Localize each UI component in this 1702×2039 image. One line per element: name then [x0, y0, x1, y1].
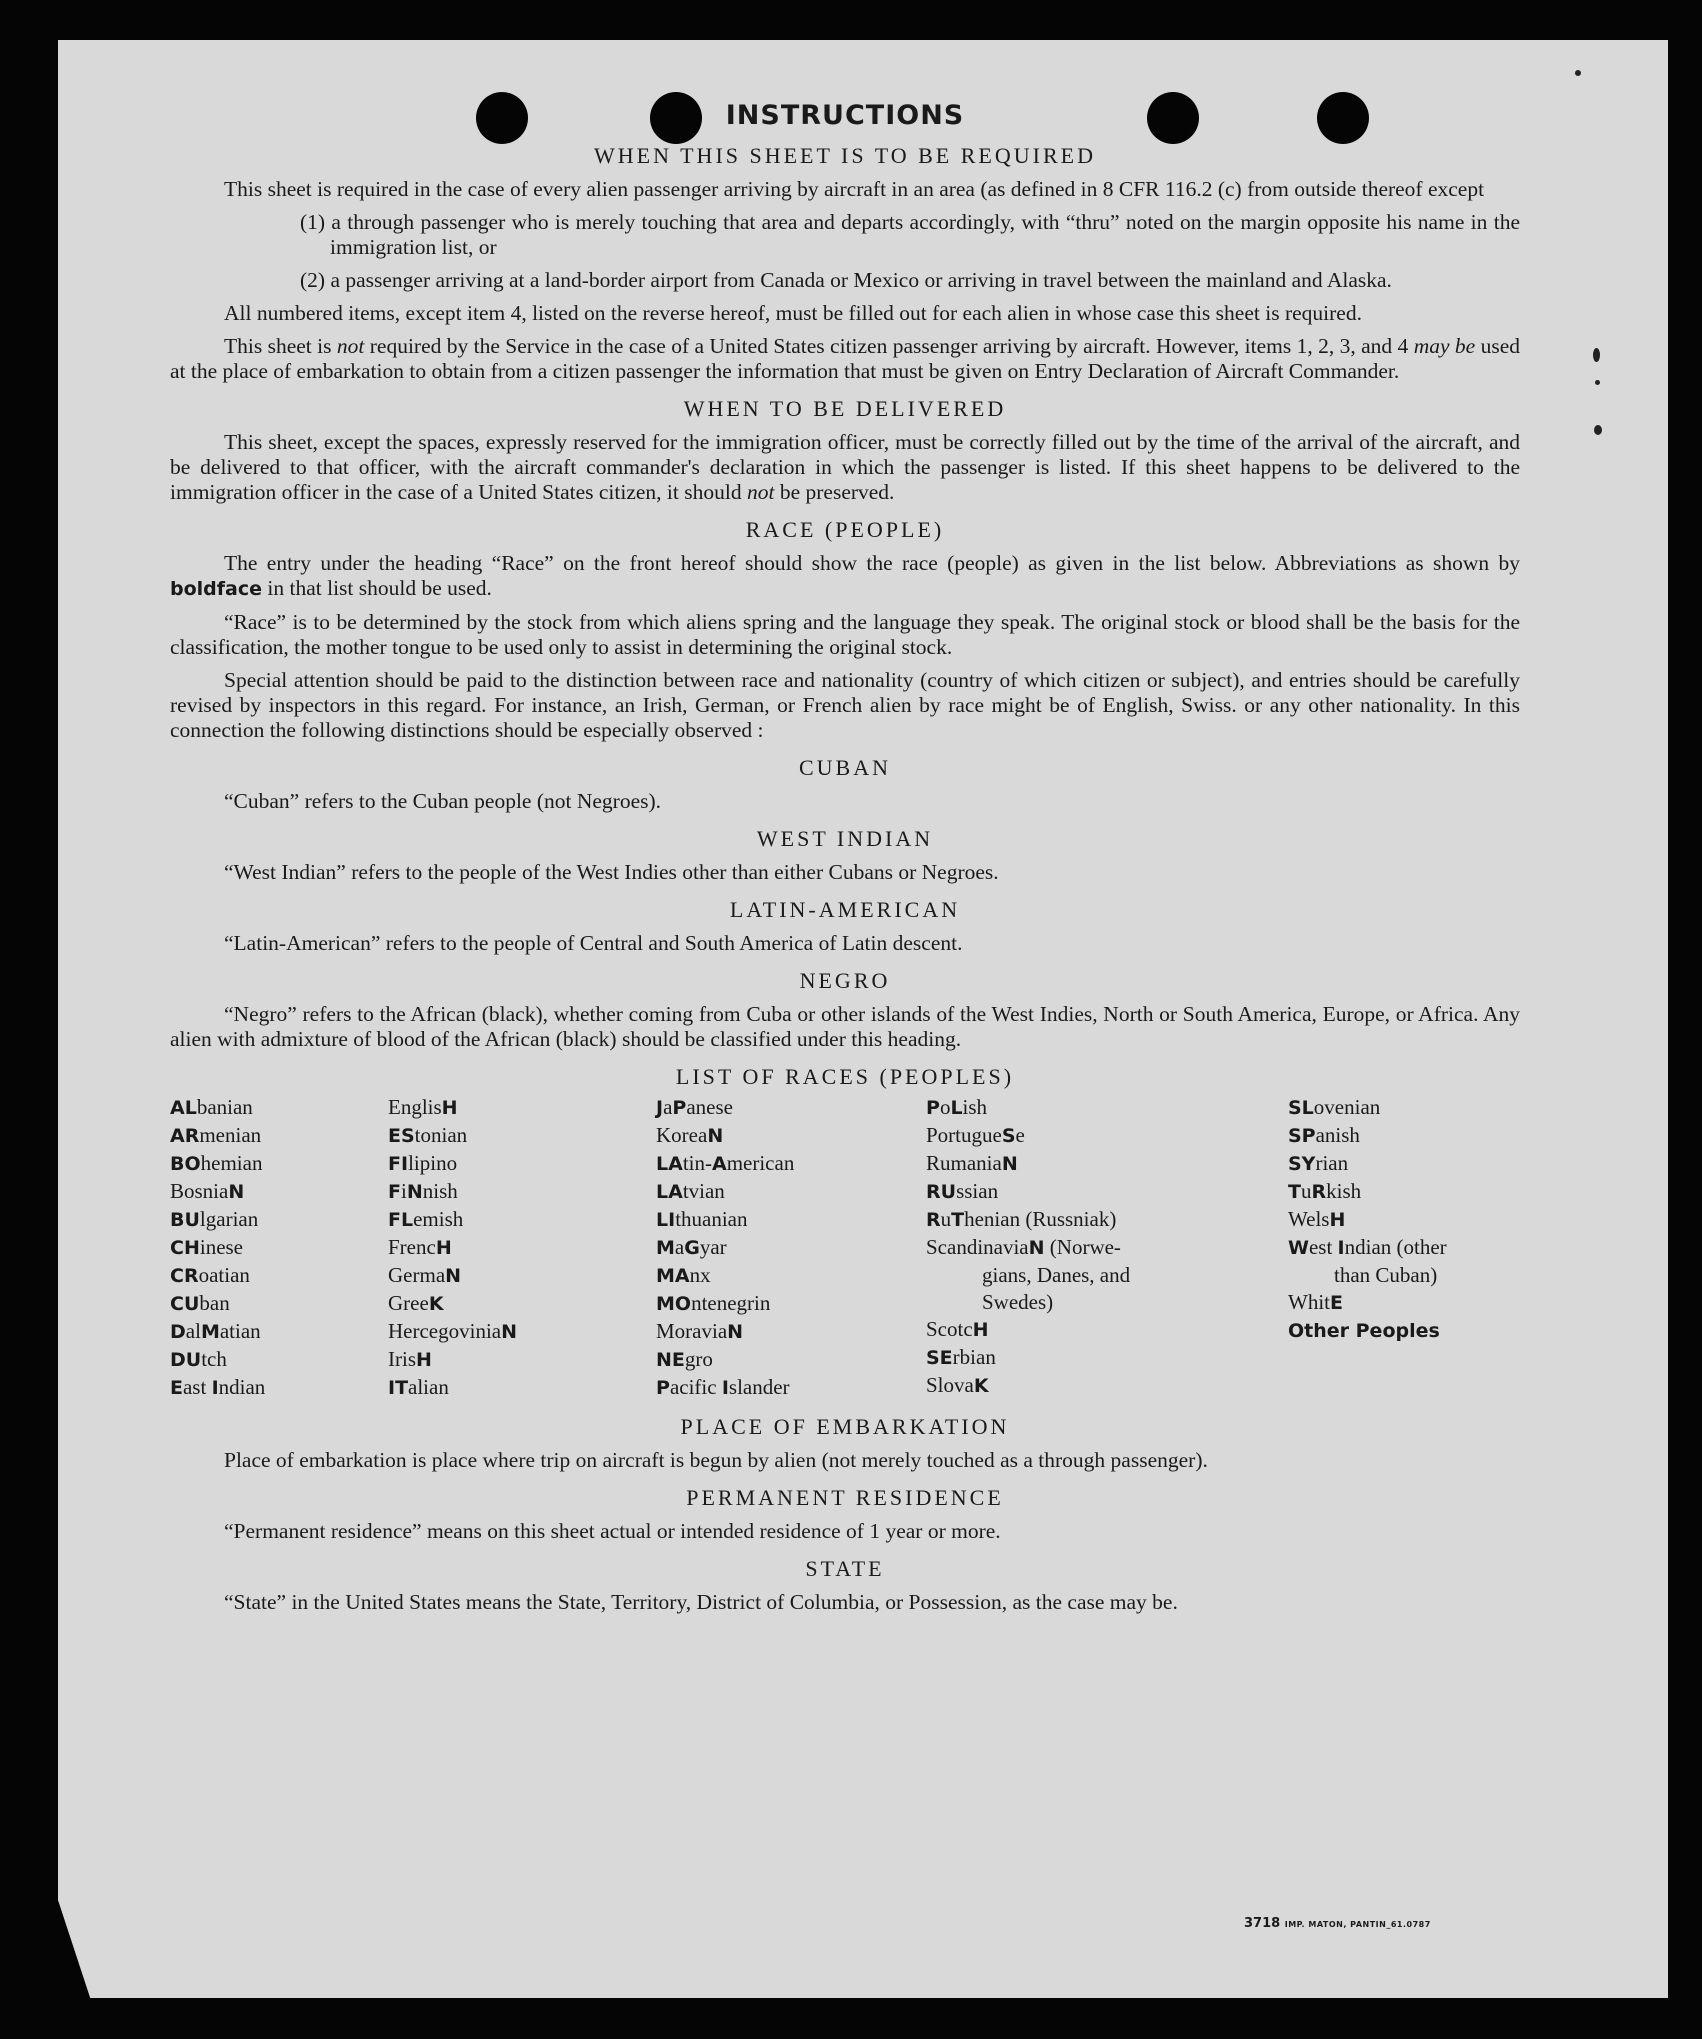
negro-text: “Negro” refers to the African (black), whether coming from Cuba or other islands of the West Indies, North or South America, Europe, or Africa. Any alien with admixture of blood of the African (black) should be classified under this heading.	[170, 1002, 1520, 1051]
race-entry: JaPanese	[656, 1095, 733, 1119]
section-heading-delivered: WHEN TO BE DELIVERED	[683, 396, 1007, 421]
cuban-text: “Cuban” refers to the Cuban people (not Negroes).	[224, 789, 662, 813]
race-entry: MoraviaN	[656, 1319, 744, 1343]
speck	[1593, 348, 1600, 362]
required-condition-1: (1) a through passenger who is merely touching that area and departs accordingly, with “thru” noted on the margin opposite his name in the immigration list, or	[300, 210, 1520, 259]
race-entry: LAtin-American	[656, 1151, 795, 1175]
section-heading-required: WHEN THIS SHEET IS TO BE REQUIRED	[594, 143, 1096, 168]
races-list	[170, 1094, 1520, 1402]
race-entry: DUtch	[170, 1347, 227, 1371]
race-entry: ARmenian	[170, 1123, 262, 1147]
section-heading-embarkation: PLACE OF EMBARKATION	[680, 1414, 1010, 1439]
race-entry: Other Peoples	[1288, 1320, 1440, 1342]
race-entry: NEgro	[656, 1347, 713, 1371]
section-heading-latin-american: LATIN-AMERICAN	[729, 897, 961, 922]
race-entry: RumaniaN	[926, 1151, 1018, 1175]
race-entry: FiNnish	[388, 1179, 458, 1203]
race-entry: BosniaN	[170, 1179, 245, 1203]
section-heading-list-of-races: LIST OF RACES (PEOPLES)	[675, 1064, 1015, 1089]
race-entry: FLemish	[388, 1207, 464, 1231]
race-entry: KoreaN	[656, 1123, 724, 1147]
race-entry: PortugueSe	[926, 1123, 1025, 1147]
race-entry: FrencH	[388, 1235, 452, 1259]
race-entry: SErbian	[926, 1345, 996, 1369]
instructions-content	[170, 100, 1520, 1623]
race-entry: MOntenegrin	[656, 1291, 771, 1315]
race-entry: FIlipino	[388, 1151, 458, 1175]
form-footer	[1244, 1916, 1431, 1931]
race-entry: Pacific Islander	[656, 1375, 790, 1399]
race-paragraph-2: “Race” is to be determined by the stock from which aliens spring and the language they speak. The original stock or blood shall be the basis for the classification, the mother tongue to be used only to assist in determining the original stock.	[170, 610, 1520, 659]
race-entry: CUban	[170, 1291, 230, 1315]
races-column-4	[926, 1094, 1288, 1402]
residence-text: “Permanent residence” means on this sheet actual or intended residence of 1 year or more.	[224, 1519, 1001, 1543]
race-entry: DalMatian	[170, 1319, 261, 1343]
required-condition-2: (2) a passenger arriving at a land-border airport from Canada or Mexico or arriving in travel between the mainland and Alaska.	[300, 268, 1392, 292]
race-entry: RUssian	[926, 1179, 999, 1203]
speck	[1595, 380, 1600, 385]
section-heading-west-indian: WEST INDIAN	[756, 826, 934, 851]
race-paragraph-1: The entry under the heading “Race” on the front hereof should show the race (people) as given in the list below. Abbreviations as shown by boldface in that list should be used.	[170, 551, 1520, 600]
race-entry: IrisH	[388, 1347, 432, 1371]
required-intro: This sheet is required in the case of every alien passenger arriving by aircraft in an area (as defined in 8 CFR 116.2 (c) from outside thereof except	[224, 177, 1485, 201]
race-entry: WhitE	[1288, 1290, 1343, 1314]
required-paragraph-2: All numbered items, except item 4, listed on the reverse hereof, must be filled out for each alien in whose case this sheet is required.	[224, 301, 1362, 325]
race-entry: LIthuanian	[656, 1207, 748, 1231]
race-entry: TuRkish	[1288, 1179, 1362, 1203]
race-entry: SLovenian	[1288, 1095, 1381, 1119]
form-number: 3718	[1244, 1916, 1281, 1931]
races-column-1	[170, 1094, 388, 1402]
race-entry: ITalian	[388, 1375, 449, 1399]
race-entry: GermaN	[388, 1263, 462, 1287]
race-entry: MaGyar	[656, 1235, 727, 1259]
section-heading-state: STATE	[805, 1556, 885, 1581]
race-entry: SPanish	[1288, 1123, 1360, 1147]
section-heading-residence: PERMANENT RESIDENCE	[686, 1485, 1004, 1510]
race-entry: MAnx	[656, 1263, 711, 1287]
race-entry: GreeK	[388, 1291, 444, 1315]
race-entry: EStonian	[388, 1123, 468, 1147]
race-entry: CHinese	[170, 1235, 244, 1259]
section-heading-race: RACE (PEOPLE)	[745, 517, 945, 542]
embarkation-text: Place of embarkation is place where trip on aircraft is begun by alien (not merely touched as a through passenger).	[224, 1448, 1208, 1472]
race-entry: SYrian	[1288, 1151, 1349, 1175]
speck	[1575, 70, 1581, 76]
section-heading-cuban: CUBAN	[798, 755, 891, 780]
race-entry: East Indian	[170, 1375, 266, 1399]
race-entry: LAtvian	[656, 1179, 725, 1203]
race-entry: SlovaK	[926, 1373, 989, 1397]
race-entry: ScotcH	[926, 1317, 989, 1341]
races-column-5	[1288, 1094, 1520, 1402]
race-entry: PoLish	[926, 1095, 988, 1119]
race-entry: RuThenian (Russniak)	[926, 1207, 1117, 1231]
speck	[1594, 425, 1602, 435]
race-paragraph-3: Special attention should be paid to the distinction between race and nationality (country of which citizen or subject), and entries should be carefully revised by inspectors in this regard. For instance, an Irish, German, or French alien by race might be of English, Swiss. or any other nationality. In this connection the following distinctions should be especially observed :	[170, 668, 1520, 742]
delivered-paragraph: This sheet, except the spaces, expressly reserved for the immigration officer, must be correctly filled out by the time of the arrival of the aircraft, and be delivered to that officer, with the aircraft commander's declaration in which the passenger is listed. If this sheet happens to be delivered to the immigration officer in the case of a United States citizen, it should not be preserved.	[170, 430, 1520, 504]
race-entry: BUlgarian	[170, 1207, 259, 1231]
section-heading-negro: NEGRO	[799, 968, 891, 993]
page-title: INSTRUCTIONS	[725, 100, 965, 131]
race-entry: ScandinaviaN (Norwe- gians, Danes, and Swedes)	[926, 1235, 1131, 1314]
latin-american-text: “Latin-American” refers to the people of Central and South America of Latin descent.	[224, 931, 963, 955]
state-text: “State” in the United States means the State, Territory, District of Columbia, or Possession, as the case may be.	[224, 1590, 1178, 1614]
required-paragraph-3: This sheet is not required by the Service in the case of a United States citizen passenger arriving by aircraft. However, items 1, 2, 3, and 4 may be used at the place of embarkation to obtain from a citizen passenger the information that must be given on Entry Declaration of Aircraft Commander.	[170, 334, 1520, 383]
race-entry: HercegoviniaN	[388, 1319, 518, 1343]
races-column-2	[388, 1094, 656, 1402]
races-column-3	[656, 1094, 926, 1402]
race-entry: EnglisH	[388, 1095, 458, 1119]
west-indian-text: “West Indian” refers to the people of the West Indies other than either Cubans or Negroes.	[224, 860, 999, 884]
race-entry: CRoatian	[170, 1263, 250, 1287]
printer-imprint: IMP. MATON, PANTIN_61.0787	[1284, 1920, 1431, 1929]
race-entry: WelsH	[1288, 1207, 1346, 1231]
race-entry: West Indian (other than Cuban)	[1288, 1235, 1447, 1287]
race-entry: BOhemian	[170, 1151, 263, 1175]
race-entry: ALbanian	[170, 1095, 253, 1119]
